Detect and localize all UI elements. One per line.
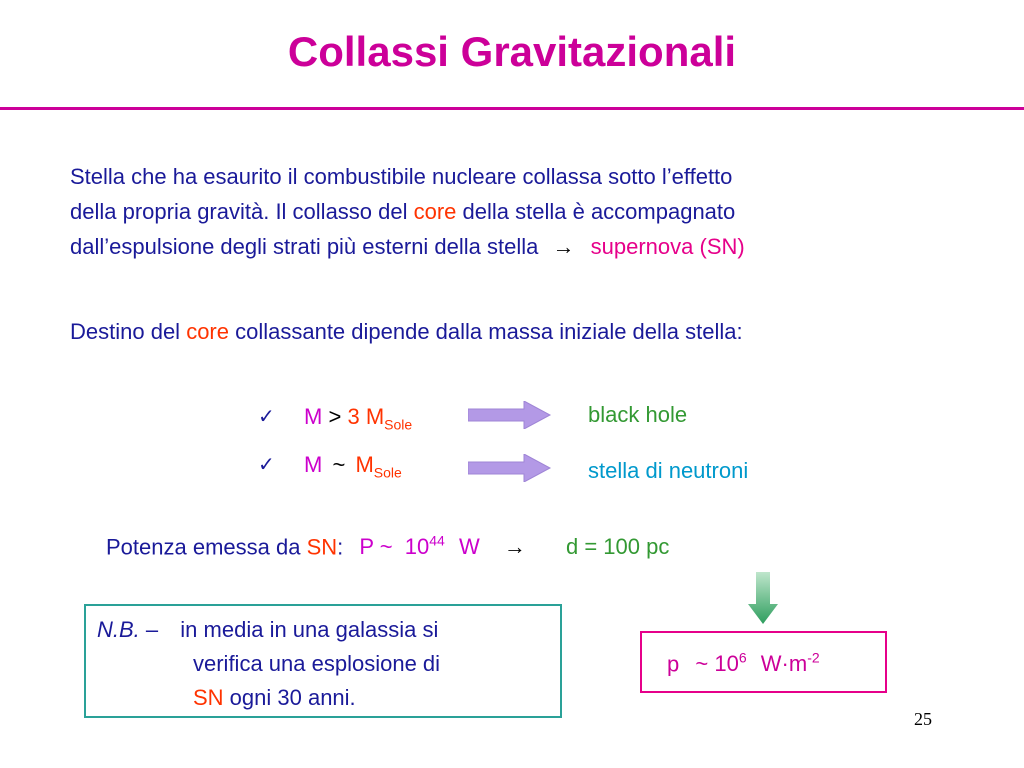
nb-line-2: verifica una esplosione di [193, 651, 441, 676]
nb-line-1 [97, 617, 438, 643]
nb-label: N.B. [97, 617, 140, 642]
intro-line-3-a: dall’espulsione degli strati più esterni della stella [70, 234, 539, 259]
intro-line-2 [70, 199, 735, 225]
page-number: 25 [914, 709, 932, 729]
intro-line-2-b: della stella è accompagnato [456, 199, 736, 224]
case-1-rel: > [328, 404, 342, 429]
destino-b: collassante dipende dalla massa iniziale della stella: [228, 319, 743, 344]
right-block-arrow-icon [468, 401, 552, 429]
intro-line-1: Stella che ha esaurito il combustibile nucleare collassa sotto l’effetto [70, 164, 733, 189]
down-arrow-icon [748, 572, 778, 624]
supernova-label: supernova (SN) [590, 234, 745, 259]
right-block-arrow-icon [468, 454, 552, 482]
power-colon: : [337, 534, 344, 560]
flux-unit: $W\cdot m^{-2}$ [760, 650, 820, 677]
page-title: Collassi Gravitazionali [287, 28, 737, 75]
case-1-mass [304, 404, 412, 432]
flux-p: p [667, 651, 680, 677]
intro-core-word: core [413, 199, 457, 224]
case-1-m: M [304, 404, 323, 429]
case-1-msun: $M_{Sole}$ [365, 404, 413, 433]
power-p: P ~ [359, 534, 393, 560]
flux-number: $10^6$ [714, 650, 747, 677]
destino-line [70, 319, 743, 345]
case-2-m: M [304, 452, 323, 477]
nb-text-1: in media in una galassia si [180, 617, 439, 642]
destino-a: Destino del [70, 319, 187, 344]
checkmark-icon: ✓ [258, 406, 275, 428]
case-2-rel: ~ [332, 452, 346, 477]
nb-line-3 [193, 685, 356, 711]
intro-line-2-a: della propria gravità. Il collasso del [70, 199, 414, 224]
right-arrow-icon: → [503, 534, 526, 560]
intro-line-3 [70, 234, 745, 260]
power-value: $10^{44}$ [404, 533, 445, 560]
title-divider [0, 107, 1024, 110]
destino-core-word: core [186, 319, 229, 344]
power-unit: W [458, 534, 480, 560]
distance-value: d = 100 pc [565, 534, 670, 560]
case-2-mass [304, 452, 402, 480]
nb-sn: SN [193, 685, 224, 710]
flux-value [667, 650, 820, 677]
case-1-num: 3 [347, 404, 360, 429]
result-neutron-star: stella di neutroni [588, 458, 749, 483]
right-arrow-icon: → [552, 234, 575, 259]
power-a: Potenza emessa da [106, 534, 307, 560]
nb-dash: – [145, 617, 159, 642]
result-black-hole: black hole [588, 402, 688, 427]
power-line [106, 533, 669, 560]
flux-tilde: ~ [695, 651, 709, 677]
case-2-msun: $M_{Sole}$ [355, 452, 402, 481]
checkmark-icon: ✓ [258, 454, 275, 476]
power-sn: SN [306, 534, 338, 560]
nb-text-3: ogni 30 anni. [223, 685, 356, 710]
